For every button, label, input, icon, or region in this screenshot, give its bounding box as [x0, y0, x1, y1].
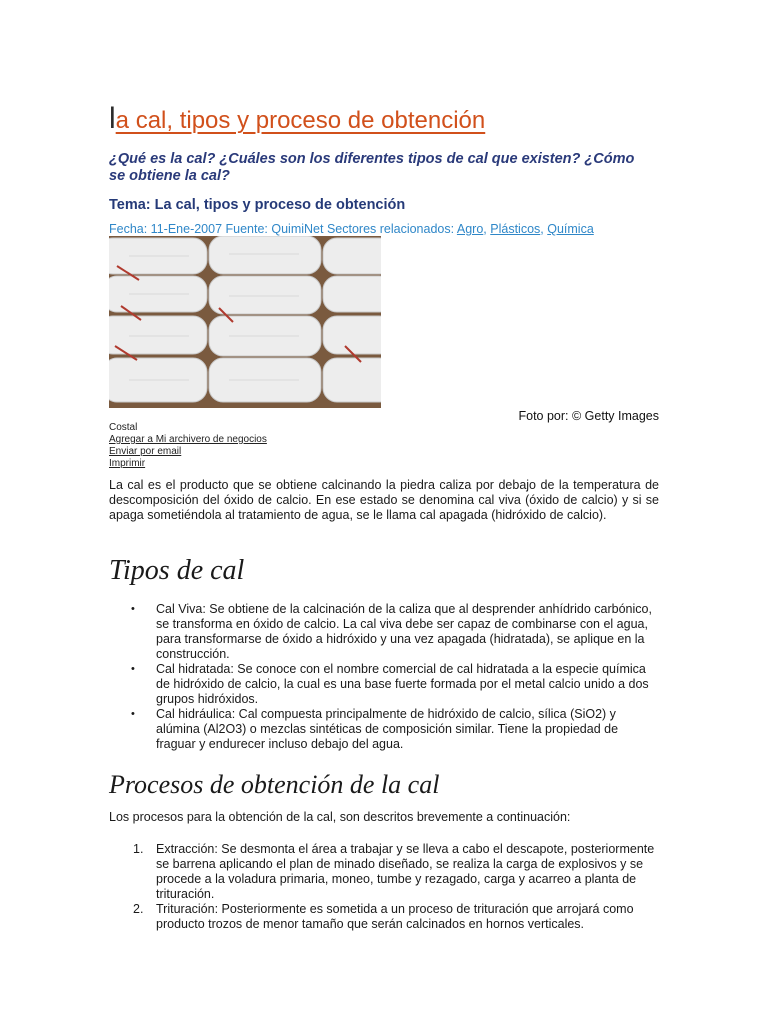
photo-credit: Foto por: © Getty Images [518, 409, 659, 423]
sector-separator: , [483, 222, 491, 236]
list-item-text: Cal hidratada: Se conoce con el nombre comercial de cal hidratada a la especie química de hidróxido de calcio, la cual es una base fuerte formada por el metal calcio unido a dos grupos hidróxidos. [156, 662, 649, 706]
photo-caption: Costal [109, 422, 138, 433]
list-item [109, 662, 659, 707]
sector-link-quimica[interactable]: Química [547, 222, 594, 236]
action-links [109, 422, 267, 470]
procesos-heading: Procesos de obtención de la cal [109, 770, 440, 799]
article-topic: Tema: La cal, tipos y proceso de obtención [109, 197, 406, 213]
bullet: • [131, 708, 135, 720]
tipos-heading: Tipos de cal [109, 555, 245, 586]
list-item-text: Cal hidráulica: Cal compuesta principalmente de hidróxido de calcio, sílica (SiO2) y alúmina (Al2O3) o mezclas sintéticas de composición similar. Tiene la propiedad de fraguar y endurecer incluso debajo del agua. [156, 707, 619, 751]
sector-link-agro[interactable]: Agro [456, 222, 484, 236]
list-item [109, 707, 659, 752]
list-item-text: Trituración: Posteriormente es sometida a un proceso de trituración que arrojará como producto trozos de menor tamaño que serán calcinados en hornos verticales. [156, 902, 634, 931]
item-number: 2. [133, 902, 144, 916]
sacks-photo-illustration [109, 236, 381, 408]
list-item-text: Cal Viva: Se obtiene de la calcinación de la caliza que al desprender anhídrido carbónico, se transforma en óxido de calcio. La cal viva debe ser capaz de combinarse con el agua, para transformarse de óxido a hidróxido y una vez apagada (hidratada), se aplique en la construcción. [156, 602, 652, 661]
list-item [109, 602, 659, 662]
tipos-list [109, 602, 659, 752]
title-first-letter: l [109, 102, 116, 135]
article-meta [109, 222, 594, 236]
add-to-archive-link[interactable]: Agregar a Mi archivero de negocios [109, 434, 267, 445]
sector-link-plasticos[interactable]: Plásticos [490, 222, 541, 236]
list-item [109, 902, 659, 932]
sector-separator: , [540, 222, 548, 236]
print-link[interactable]: Imprimir [109, 458, 146, 469]
procesos-list [109, 842, 659, 932]
article-subtitle: ¿Qué es la cal? ¿Cuáles son los diferentes tipos de cal que existen? ¿Cómo se obtiene la cal? [109, 151, 635, 184]
bullet: • [131, 603, 135, 615]
list-item-text: Extracción: Se desmonta el área a trabajar y se lleva a cabo el descapote, posteriormente se barrena aplicando el plan de minado diseñado, se realiza la carga de explosivos y se procede a la voladura primaria, moneo, tumbe y rezagado, carga y acarreo a planta de trituración. [156, 842, 655, 901]
intro-paragraph: La cal es el producto que se obtiene calcinando la piedra caliza por debajo de la temperatura de descomposición del óxido de calcio. En ese estado se denomina cal viva (óxido de calcio) y si se apaga sometiéndola al tratamiento de agua, se le llama cal apagada (hidróxido de calcio). [109, 478, 659, 522]
send-email-link[interactable]: Enviar por email [109, 446, 182, 457]
title-rest: a cal, tipos y proceso de obtención [115, 107, 486, 134]
article-title [109, 104, 485, 136]
bullet: • [131, 663, 135, 675]
item-number: 1. [133, 842, 144, 856]
procesos-intro: Los procesos para la obtención de la cal, son descritos brevemente a continuación: [109, 810, 571, 824]
sacks-photo [109, 236, 381, 408]
list-item [109, 842, 659, 902]
meta-prefix: Fecha: 11-Ene-2007 Fuente: QuimiNet Sectores relacionados: [109, 222, 457, 236]
